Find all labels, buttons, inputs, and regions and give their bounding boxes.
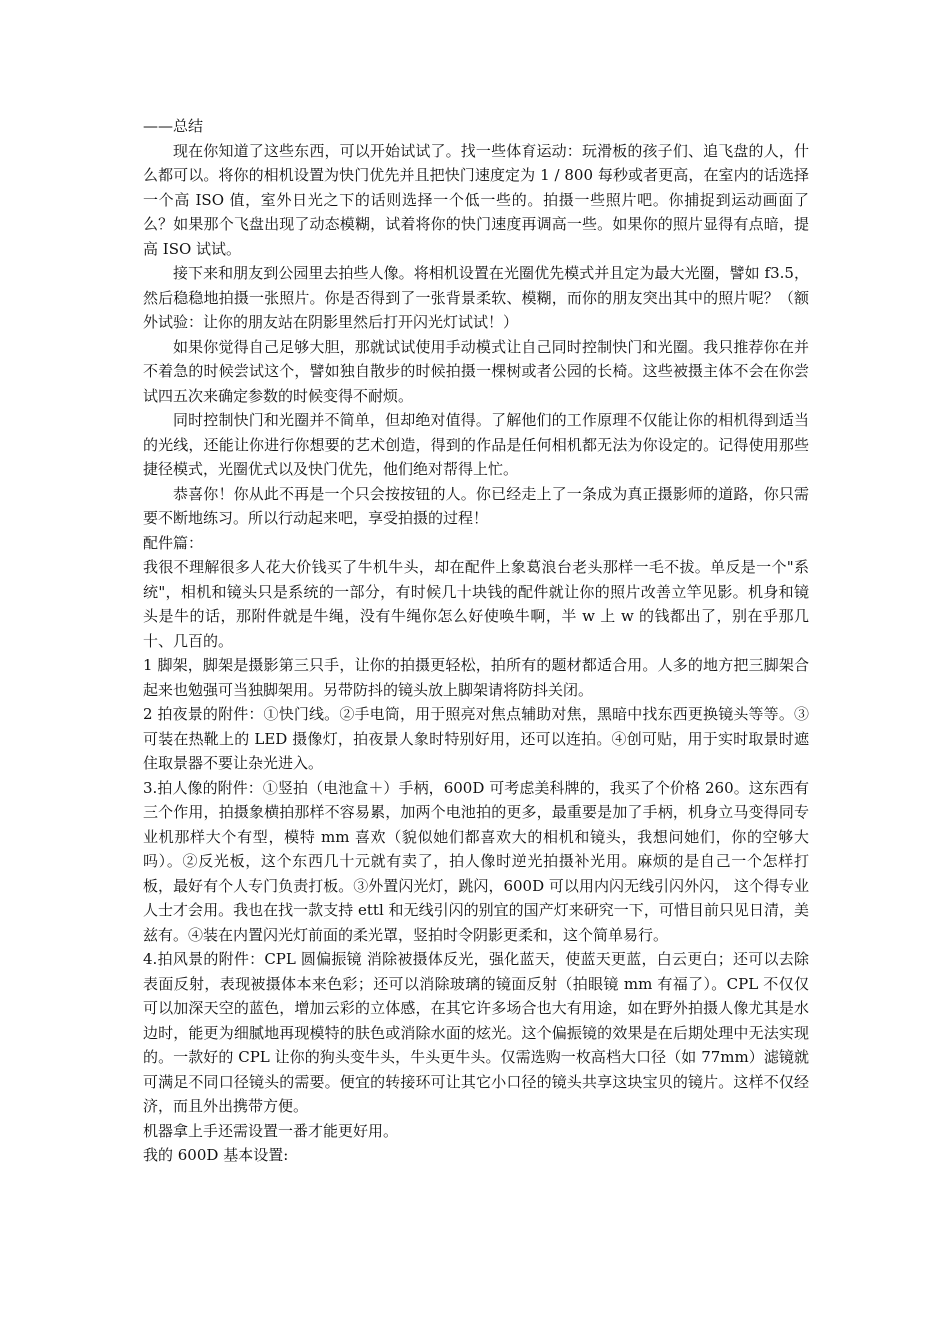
summary-heading: ——总结 — [143, 117, 204, 135]
summary-paragraph-2: 接下来和朋友到公园里去拍些人像。将相机设置在光圈优先模式并且定为最大光圈，譬如 f3.5，然后稳稳地拍摄一张照片。你是否得到了一张背景柔软、模糊，而你的朋友突出其中的照片呢？（额外试验：让你的朋友站在阴影里然后打开闪光灯试试！） — [143, 264, 809, 331]
summary-paragraph-4: 同时控制快门和光圈并不简单，但却绝对值得。了解他们的工作原理不仅能让你的相机得到适当的光线，还能让你进行你想要的艺术创造，得到的作品是任何相机都无法为你设定的。记得使用那些捷径模式，光圈优式以及快门优先，他们绝对帮得上忙。 — [143, 411, 809, 478]
accessory-landscape: 4.拍风景的附件：CPL 圆偏振镜 消除被摄体反光，强化蓝天，使蓝天更蓝，白云更白；还可以去除表面反射，表现被摄体本来色彩；还可以消除玻璃的镜面反射（拍眼镜 mm 有福了）。CPL 不仅仅可以加深天空的蓝色，增加云彩的立体感，在其它许多场合也大有用途，如在野外拍摄人像尤其是水边时，能更为细腻地再现模特的肤色或消除水面的炫光。这个偏振镜的效果是在后期处理中无法实现的。一款好的 CPL 让你的狗头变牛头，牛头更牛头。仅需选购一枚高档大口径（如 77mm）滤镜就可满足不同口径镜头的需要。便宜的转接环可让其它小口径的镜头共享这块宝贝的镜片。这样不仅经济，而且外出携带方便。 — [143, 950, 809, 1115]
accessories-intro: 我很不理解很多人花大价钱买了牛机牛头，却在配件上象葛浪台老头那样一毛不拔。单反是一个"系统"，相机和镜头只是系统的一部分，有时候几十块钱的配件就让你的照片改善立竿见影。机身和镜头是牛的话，那附件就是牛绳，没有牛绳你怎么好使唤牛啊，半 w 上 w 的钱都出了，别在乎那几十、几百的。 — [143, 558, 809, 650]
summary-paragraph-5: 恭喜你！你从此不再是一个只会按按钮的人。你已经走上了一条成为真正摄影师的道路，你只需要不断地练习。所以行动起来吧，享受拍摄的过程！ — [143, 484, 809, 527]
setup-heading: 我的 600D 基本设置: — [143, 1146, 289, 1164]
summary-paragraph-3: 如果你觉得自己足够大胆，那就试试使用手动模式让自己同时控制快门和光圈。我只推荐你在并不着急的时候尝试这个，譬如独自散步的时候拍摄一棵树或者公园的长椅。这些被摄主体不会在你尝试四五次来确定参数的时候变得不耐烦。 — [143, 337, 809, 405]
accessories-heading: 配件篇： — [143, 533, 204, 552]
setup-intro: 机器拿上手还需设置一番才能更好用。 — [143, 1121, 399, 1140]
document-page — [143, 114, 809, 1168]
accessory-portrait: 3.拍人像的附件：①竖拍（电池盒＋）手柄，600D 可考虑美科牌的，我买了个价格 260。这东西有三个作用，拍摄象横拍那样不容易累，加两个电池拍的更多，最重要是加了手柄，机身立马变得同专业机那样大个有型，模特 mm 喜欢（貌似她们都喜欢大的相机和镜头，我想问她们，你的空够大吗）。②反光板，这个东西几十元就有卖了，拍人像时逆光拍摄补光用。麻烦的是自己一个怎样打板，最好有个人专门负责打板。③外置闪光灯，跳闪，600D 可以用内闪无线引闪外闪， 这个得专业人士才会用。我也在找一款支持 ettl 和无线引闪的别宜的国产灯来研究一下，可惜目前只见日清，美兹有。④装在内置闪光灯前面的柔光罩，竖拍时令阴影更柔和，这个简单易行。 — [143, 778, 809, 944]
accessory-tripod: 1 脚架，脚架是摄影第三只手，让你的拍摄更轻松，拍所有的题材都适合用。人多的地方把三脚架合起来也勉强可当独脚架用。另带防抖的镜头放上脚架请将防抖关闭。 — [143, 656, 809, 699]
accessory-night: 2 拍夜景的附件：①快门线。②手电筒，用于照亮对焦点辅助对焦，黑暗中找东西更换镜头等等。③可装在热靴上的 LED 摄像灯，拍夜景人象时特别好用，还可以连拍。④创可贴，用于实时取景时遮住取景器不要让杂光进入。 — [143, 705, 809, 772]
summary-paragraph-1: 现在你知道了这些东西，可以开始试试了。找一些体育运动：玩滑板的孩子们、追飞盘的人，什么都可以。将你的相机设置为快门优先并且把快门速度定为 1 / 800 每秒或者更高，在室内的话选择一个高 ISO 值，室外日光之下的话则选择一个低一些的。拍摄一些照片吧。你捕捉到运动画面了么？如果那个飞盘出现了动态模糊，试着将你的快门速度再调高一些。如果你的照片显得有点暗，提高 ISO 试试。 — [143, 141, 809, 258]
